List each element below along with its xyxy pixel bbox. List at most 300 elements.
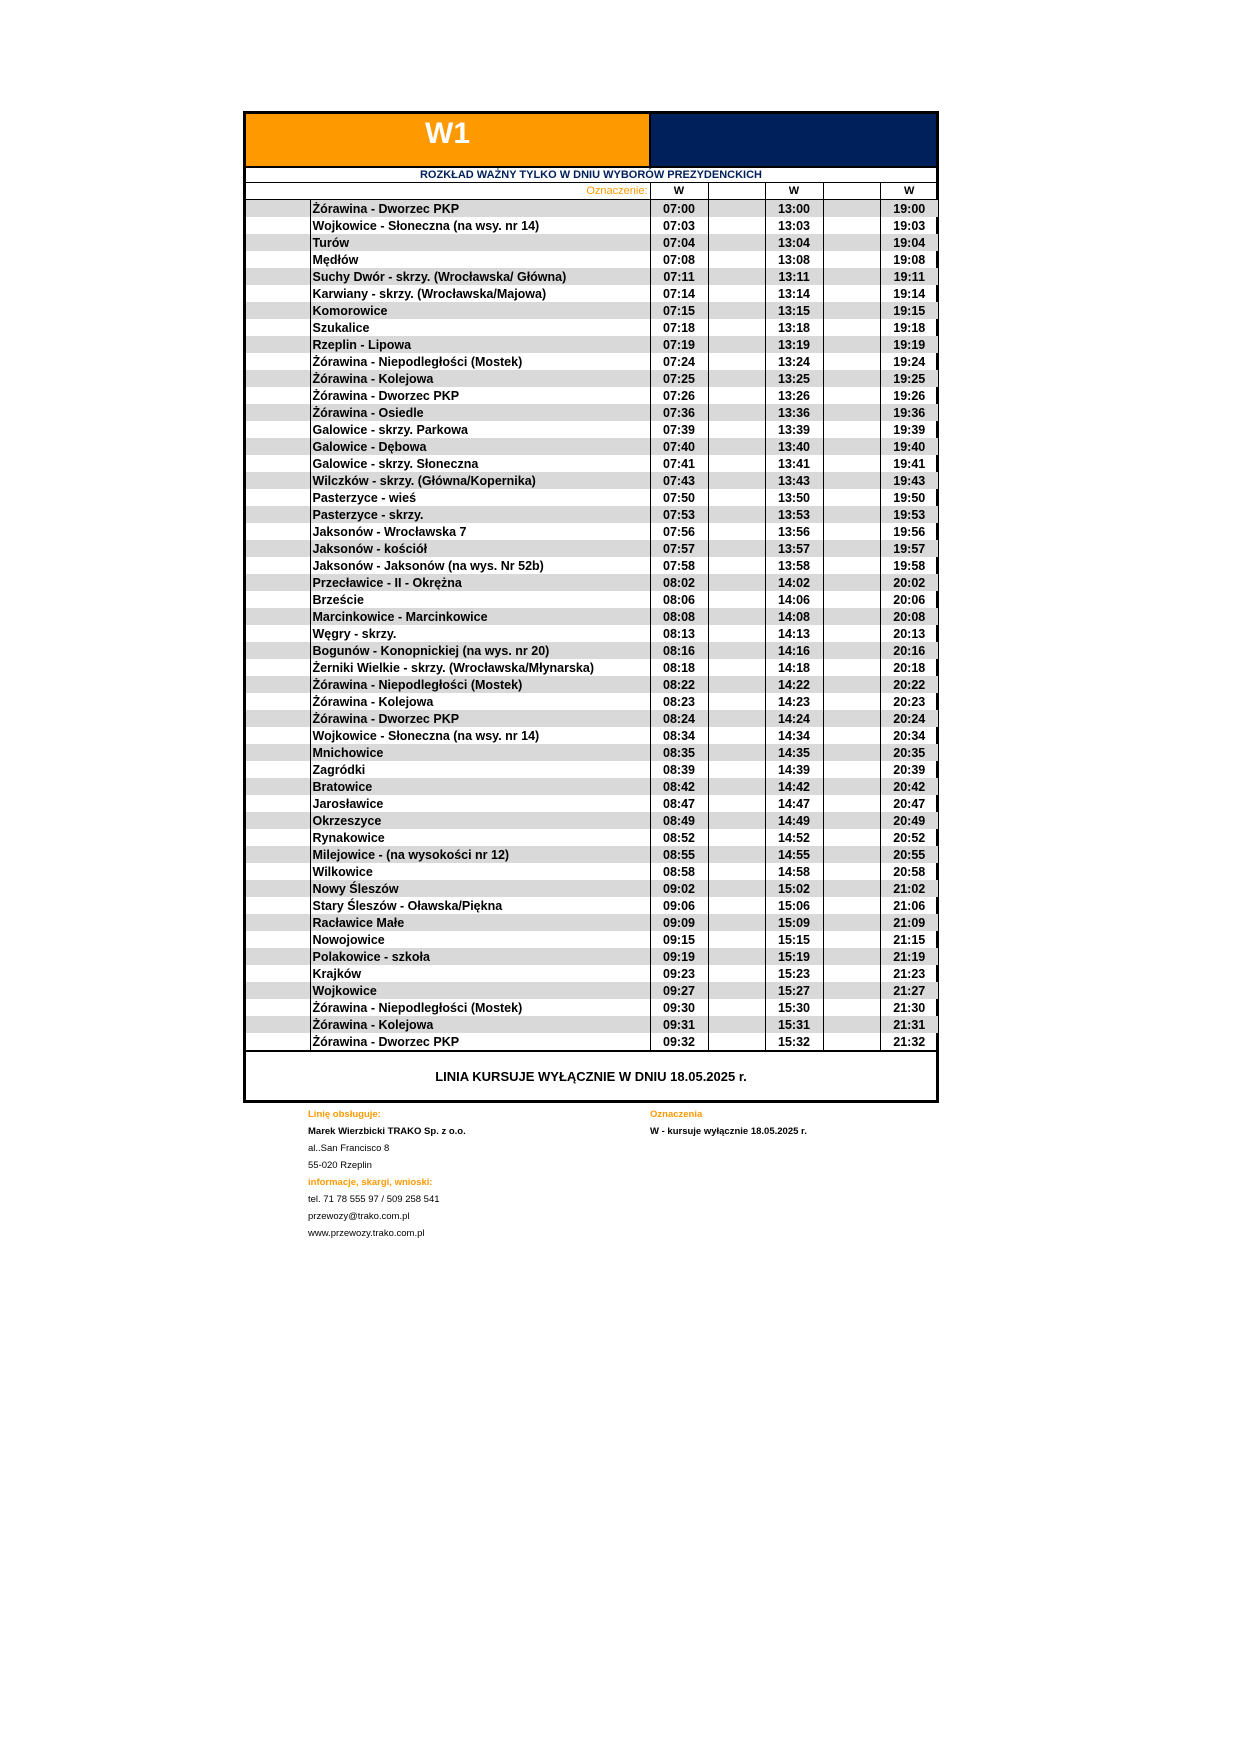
spacer-cell bbox=[708, 795, 765, 812]
row-blank-cell bbox=[246, 1033, 310, 1050]
departure-time: 20:42 bbox=[880, 778, 938, 795]
departure-time: 08:16 bbox=[650, 642, 708, 659]
departure-time: 07:39 bbox=[650, 421, 708, 438]
departure-time: 13:40 bbox=[765, 438, 823, 455]
departure-time: 08:18 bbox=[650, 659, 708, 676]
table-row bbox=[246, 1016, 938, 1033]
departure-time: 14:55 bbox=[765, 846, 823, 863]
spacer-cell bbox=[823, 846, 880, 863]
spacer-cell bbox=[708, 557, 765, 574]
spacer-cell bbox=[823, 710, 880, 727]
spacer-cell bbox=[708, 506, 765, 523]
departure-time: 20:22 bbox=[880, 676, 938, 693]
row-blank-cell bbox=[246, 353, 310, 370]
spacer-cell bbox=[708, 931, 765, 948]
operator-phone: tel. 71 78 555 97 / 509 258 541 bbox=[308, 1194, 440, 1205]
operator-heading: Linię obsługuje: bbox=[308, 1109, 381, 1120]
spacer-cell bbox=[708, 285, 765, 302]
spacer-cell bbox=[823, 540, 880, 557]
departure-time: 19:50 bbox=[880, 489, 938, 506]
spacer-cell bbox=[708, 1016, 765, 1033]
departure-time: 07:58 bbox=[650, 557, 708, 574]
departure-time: 07:00 bbox=[650, 200, 708, 218]
row-blank-cell bbox=[246, 251, 310, 268]
row-blank-cell bbox=[246, 336, 310, 353]
spacer-cell bbox=[708, 353, 765, 370]
row-blank-cell bbox=[246, 285, 310, 302]
table-row bbox=[246, 642, 938, 659]
spacer-cell bbox=[708, 778, 765, 795]
spacer-cell bbox=[823, 812, 880, 829]
table-row bbox=[246, 744, 938, 761]
stop-name: Wojkowice bbox=[310, 982, 650, 999]
departure-time: 15:31 bbox=[765, 1016, 823, 1033]
row-blank-cell bbox=[246, 659, 310, 676]
departure-time: 07:57 bbox=[650, 540, 708, 557]
row-blank-cell bbox=[246, 727, 310, 744]
table-row bbox=[246, 200, 938, 218]
departure-time: 13:15 bbox=[765, 302, 823, 319]
departure-time: 07:50 bbox=[650, 489, 708, 506]
table-row bbox=[246, 676, 938, 693]
stop-name: Rzeplin - Lipowa bbox=[310, 336, 650, 353]
table-row bbox=[246, 251, 938, 268]
spacer-cell bbox=[823, 285, 880, 302]
spacer-cell bbox=[823, 778, 880, 795]
departure-time: 07:14 bbox=[650, 285, 708, 302]
spacer-cell bbox=[823, 863, 880, 880]
table-row bbox=[246, 421, 938, 438]
table-row bbox=[246, 795, 938, 812]
legend-info bbox=[650, 1106, 807, 1140]
spacer-cell bbox=[823, 608, 880, 625]
departure-time: 20:39 bbox=[880, 761, 938, 778]
departure-time: 14:06 bbox=[765, 591, 823, 608]
table-row bbox=[246, 710, 938, 727]
departure-time: 20:06 bbox=[880, 591, 938, 608]
row-blank-cell bbox=[246, 778, 310, 795]
departure-time: 20:08 bbox=[880, 608, 938, 625]
course-mark: W bbox=[650, 183, 708, 200]
legend-heading: Oznaczenia bbox=[650, 1109, 703, 1120]
spacer-cell bbox=[823, 948, 880, 965]
departure-time: 19:11 bbox=[880, 268, 938, 285]
stop-name: Szukalice bbox=[310, 319, 650, 336]
operator-name: Marek Wierzbicki TRAKO Sp. z o.o. bbox=[308, 1126, 466, 1137]
departure-time: 14:42 bbox=[765, 778, 823, 795]
departure-time: 19:14 bbox=[880, 285, 938, 302]
spacer-cell bbox=[823, 914, 880, 931]
departure-time: 14:08 bbox=[765, 608, 823, 625]
spacer-cell bbox=[823, 659, 880, 676]
departure-time: 20:16 bbox=[880, 642, 938, 659]
stop-name: Brzeście bbox=[310, 591, 650, 608]
spacer-cell bbox=[708, 642, 765, 659]
row-blank-cell bbox=[246, 217, 310, 234]
stop-name: Żórawina - Kolejowa bbox=[310, 370, 650, 387]
stop-name: Żórawina - Osiedle bbox=[310, 404, 650, 421]
row-blank-cell bbox=[246, 591, 310, 608]
table-row bbox=[246, 761, 938, 778]
stop-name: Węgry - skrzy. bbox=[310, 625, 650, 642]
spacer-cell bbox=[823, 489, 880, 506]
spacer-cell bbox=[823, 217, 880, 234]
stop-name: Suchy Dwór - skrzy. (Wrocławska/ Główna) bbox=[310, 268, 650, 285]
departure-time: 14:35 bbox=[765, 744, 823, 761]
spacer-cell bbox=[823, 676, 880, 693]
stop-name: Pasterzyce - skrzy. bbox=[310, 506, 650, 523]
row-blank-cell bbox=[246, 846, 310, 863]
spacer-cell bbox=[823, 897, 880, 914]
departure-time: 19:36 bbox=[880, 404, 938, 421]
departure-time: 09:06 bbox=[650, 897, 708, 914]
departure-time: 08:34 bbox=[650, 727, 708, 744]
row-blank-cell bbox=[246, 523, 310, 540]
table-row bbox=[246, 982, 938, 999]
departure-time: 21:06 bbox=[880, 897, 938, 914]
stop-name: Galowice - skrzy. Parkowa bbox=[310, 421, 650, 438]
spacer-cell bbox=[823, 200, 880, 218]
departure-time: 09:02 bbox=[650, 880, 708, 897]
spacer-cell bbox=[823, 404, 880, 421]
stop-name: Żórawina - Kolejowa bbox=[310, 1016, 650, 1033]
departure-time: 08:52 bbox=[650, 829, 708, 846]
stop-name: Marcinkowice - Marcinkowice bbox=[310, 608, 650, 625]
table-row bbox=[246, 489, 938, 506]
departure-time: 13:57 bbox=[765, 540, 823, 557]
spacer-cell bbox=[823, 183, 880, 200]
spacer-cell bbox=[708, 404, 765, 421]
operator-street: al..San Francisco 8 bbox=[308, 1143, 390, 1154]
departure-time: 14:39 bbox=[765, 761, 823, 778]
row-blank-cell bbox=[246, 897, 310, 914]
departure-time: 15:19 bbox=[765, 948, 823, 965]
spacer-cell bbox=[823, 523, 880, 540]
departure-time: 08:06 bbox=[650, 591, 708, 608]
departure-time: 14:34 bbox=[765, 727, 823, 744]
departure-time: 19:04 bbox=[880, 234, 938, 251]
stop-name: Komorowice bbox=[310, 302, 650, 319]
spacer-cell bbox=[823, 1016, 880, 1033]
departure-time: 07:43 bbox=[650, 472, 708, 489]
departure-time: 13:18 bbox=[765, 319, 823, 336]
spacer-cell bbox=[708, 897, 765, 914]
departure-time: 13:41 bbox=[765, 455, 823, 472]
departure-time: 19:56 bbox=[880, 523, 938, 540]
table-row bbox=[246, 880, 938, 897]
stop-name: Karwiany - skrzy. (Wrocławska/Majowa) bbox=[310, 285, 650, 302]
stop-name: Żórawina - Dworzec PKP bbox=[310, 200, 650, 218]
row-blank-cell bbox=[246, 693, 310, 710]
row-blank-cell bbox=[246, 676, 310, 693]
header-dark-panel bbox=[651, 114, 936, 166]
departure-time: 07:11 bbox=[650, 268, 708, 285]
spacer-cell bbox=[823, 625, 880, 642]
spacer-cell bbox=[823, 506, 880, 523]
row-blank-cell bbox=[246, 319, 310, 336]
operator-info bbox=[308, 1106, 466, 1242]
departure-time: 13:04 bbox=[765, 234, 823, 251]
stop-name: Galowice - Dębowa bbox=[310, 438, 650, 455]
departure-time: 13:56 bbox=[765, 523, 823, 540]
service-note: LINIA KURSUJE WYŁĄCZNIE W DNIU 18.05.2025 r. bbox=[246, 1050, 936, 1100]
departure-time: 19:25 bbox=[880, 370, 938, 387]
departure-time: 15:15 bbox=[765, 931, 823, 948]
departure-time: 15:23 bbox=[765, 965, 823, 982]
departure-time: 08:08 bbox=[650, 608, 708, 625]
row-blank-cell bbox=[246, 1016, 310, 1033]
departure-time: 21:19 bbox=[880, 948, 938, 965]
row-blank-cell bbox=[246, 761, 310, 778]
table-row bbox=[246, 557, 938, 574]
departure-time: 13:19 bbox=[765, 336, 823, 353]
spacer-cell bbox=[708, 438, 765, 455]
departure-time: 08:13 bbox=[650, 625, 708, 642]
departure-time: 20:23 bbox=[880, 693, 938, 710]
departure-time: 08:22 bbox=[650, 676, 708, 693]
spacer-cell bbox=[708, 421, 765, 438]
table-row bbox=[246, 846, 938, 863]
spacer-cell bbox=[823, 931, 880, 948]
table-row bbox=[246, 591, 938, 608]
spacer-cell bbox=[823, 1033, 880, 1050]
departure-time: 19:41 bbox=[880, 455, 938, 472]
departure-time: 07:26 bbox=[650, 387, 708, 404]
row-blank-cell bbox=[246, 795, 310, 812]
spacer-cell bbox=[708, 234, 765, 251]
spacer-cell bbox=[708, 455, 765, 472]
departure-time: 19:57 bbox=[880, 540, 938, 557]
departure-time: 08:58 bbox=[650, 863, 708, 880]
line-number-box bbox=[246, 114, 651, 166]
departure-time: 19:58 bbox=[880, 557, 938, 574]
stop-name: Turów bbox=[310, 234, 650, 251]
departure-time: 20:18 bbox=[880, 659, 938, 676]
spacer-cell bbox=[708, 302, 765, 319]
departure-time: 07:03 bbox=[650, 217, 708, 234]
spacer-cell bbox=[823, 829, 880, 846]
spacer-cell bbox=[708, 829, 765, 846]
departure-time: 20:34 bbox=[880, 727, 938, 744]
spacer-cell bbox=[708, 319, 765, 336]
stop-name: Bratowice bbox=[310, 778, 650, 795]
table-row bbox=[246, 540, 938, 557]
departure-time: 07:24 bbox=[650, 353, 708, 370]
row-blank-cell bbox=[246, 710, 310, 727]
stop-name: Żórawina - Niepodległości (Mostek) bbox=[310, 353, 650, 370]
departure-time: 15:30 bbox=[765, 999, 823, 1016]
departure-time: 09:30 bbox=[650, 999, 708, 1016]
departure-time: 19:40 bbox=[880, 438, 938, 455]
departure-time: 20:35 bbox=[880, 744, 938, 761]
departure-time: 14:52 bbox=[765, 829, 823, 846]
spacer-cell bbox=[823, 744, 880, 761]
stop-name: Pasterzyce - wieś bbox=[310, 489, 650, 506]
row-blank-cell bbox=[246, 625, 310, 642]
departure-time: 21:32 bbox=[880, 1033, 938, 1050]
table-row bbox=[246, 931, 938, 948]
departure-time: 20:24 bbox=[880, 710, 938, 727]
departure-time: 13:39 bbox=[765, 421, 823, 438]
spacer-cell bbox=[823, 370, 880, 387]
departure-time: 13:50 bbox=[765, 489, 823, 506]
departure-time: 15:06 bbox=[765, 897, 823, 914]
spacer-cell bbox=[823, 557, 880, 574]
departure-time: 14:23 bbox=[765, 693, 823, 710]
spacer-cell bbox=[823, 761, 880, 778]
row-blank-cell bbox=[246, 506, 310, 523]
departure-time: 20:49 bbox=[880, 812, 938, 829]
row-blank-cell bbox=[246, 931, 310, 948]
departure-time: 07:53 bbox=[650, 506, 708, 523]
spacer-cell bbox=[708, 336, 765, 353]
spacer-cell bbox=[708, 489, 765, 506]
table-row bbox=[246, 217, 938, 234]
spacer-cell bbox=[708, 370, 765, 387]
table-row bbox=[246, 336, 938, 353]
departure-time: 15:09 bbox=[765, 914, 823, 931]
departure-time: 14:18 bbox=[765, 659, 823, 676]
table-row bbox=[246, 625, 938, 642]
stop-name: Nowojowice bbox=[310, 931, 650, 948]
table-row bbox=[246, 353, 938, 370]
row-blank-cell bbox=[246, 540, 310, 557]
course-mark: W bbox=[880, 183, 938, 200]
table-row bbox=[246, 659, 938, 676]
table-row bbox=[246, 438, 938, 455]
departure-time: 14:02 bbox=[765, 574, 823, 591]
stop-name: Wilkowice bbox=[310, 863, 650, 880]
table-row bbox=[246, 234, 938, 251]
departure-time: 20:52 bbox=[880, 829, 938, 846]
spacer-cell bbox=[823, 336, 880, 353]
spacer-cell bbox=[823, 472, 880, 489]
departure-time: 07:04 bbox=[650, 234, 708, 251]
spacer-cell bbox=[823, 693, 880, 710]
departure-time: 09:32 bbox=[650, 1033, 708, 1050]
spacer-cell bbox=[708, 574, 765, 591]
departure-time: 08:47 bbox=[650, 795, 708, 812]
header-row bbox=[246, 183, 938, 200]
spacer-cell bbox=[708, 914, 765, 931]
spacer-cell bbox=[823, 251, 880, 268]
departure-time: 20:13 bbox=[880, 625, 938, 642]
departure-time: 14:24 bbox=[765, 710, 823, 727]
designation-label: Oznaczenie: bbox=[246, 183, 650, 200]
table-row bbox=[246, 863, 938, 880]
departure-time: 19:53 bbox=[880, 506, 938, 523]
row-blank-cell bbox=[246, 982, 310, 999]
spacer-cell bbox=[823, 965, 880, 982]
departure-time: 14:16 bbox=[765, 642, 823, 659]
row-blank-cell bbox=[246, 642, 310, 659]
stop-name: Przecławice - II - Okrężna bbox=[310, 574, 650, 591]
departure-time: 07:56 bbox=[650, 523, 708, 540]
departure-time: 21:30 bbox=[880, 999, 938, 1016]
departure-time: 21:27 bbox=[880, 982, 938, 999]
table-row bbox=[246, 829, 938, 846]
departure-time: 07:41 bbox=[650, 455, 708, 472]
legend-text: W - kursuje wyłącznie 18.05.2025 r. bbox=[650, 1126, 807, 1137]
spacer-cell bbox=[823, 574, 880, 591]
row-blank-cell bbox=[246, 404, 310, 421]
departure-time: 07:18 bbox=[650, 319, 708, 336]
row-blank-cell bbox=[246, 880, 310, 897]
spacer-cell bbox=[823, 727, 880, 744]
stop-name: Wilczków - skrzy. (Główna/Kopernika) bbox=[310, 472, 650, 489]
departure-time: 08:35 bbox=[650, 744, 708, 761]
spacer-cell bbox=[823, 795, 880, 812]
table-row bbox=[246, 999, 938, 1016]
row-blank-cell bbox=[246, 200, 310, 218]
line-number: W1 bbox=[425, 117, 470, 150]
departure-time: 21:23 bbox=[880, 965, 938, 982]
departure-time: 13:58 bbox=[765, 557, 823, 574]
departure-time: 20:47 bbox=[880, 795, 938, 812]
row-blank-cell bbox=[246, 965, 310, 982]
departure-time: 13:24 bbox=[765, 353, 823, 370]
row-blank-cell bbox=[246, 438, 310, 455]
spacer-cell bbox=[823, 353, 880, 370]
departure-time: 20:58 bbox=[880, 863, 938, 880]
row-blank-cell bbox=[246, 489, 310, 506]
departure-time: 15:32 bbox=[765, 1033, 823, 1050]
stop-name: Mnichowice bbox=[310, 744, 650, 761]
spacer-cell bbox=[708, 251, 765, 268]
departure-time: 08:24 bbox=[650, 710, 708, 727]
departure-time: 08:02 bbox=[650, 574, 708, 591]
spacer-cell bbox=[708, 183, 765, 200]
row-blank-cell bbox=[246, 557, 310, 574]
spacer-cell bbox=[823, 438, 880, 455]
row-blank-cell bbox=[246, 472, 310, 489]
contact-heading: informacje, skargi, wnioski: bbox=[308, 1177, 433, 1188]
stop-name: Żerniki Wielkie - skrzy. (Wrocławska/Młynarska) bbox=[310, 659, 650, 676]
row-blank-cell bbox=[246, 863, 310, 880]
stop-name: Mędłów bbox=[310, 251, 650, 268]
table-row bbox=[246, 404, 938, 421]
departure-time: 14:58 bbox=[765, 863, 823, 880]
row-blank-cell bbox=[246, 948, 310, 965]
stop-name: Jaksonów - Jaksonów (na wys. Nr 52b) bbox=[310, 557, 650, 574]
departure-time: 07:15 bbox=[650, 302, 708, 319]
table-row bbox=[246, 302, 938, 319]
table-row bbox=[246, 1033, 938, 1050]
departure-time: 07:19 bbox=[650, 336, 708, 353]
operator-website: www.przewozy.trako.com.pl bbox=[308, 1228, 425, 1239]
spacer-cell bbox=[708, 608, 765, 625]
spacer-cell bbox=[708, 948, 765, 965]
spacer-cell bbox=[823, 234, 880, 251]
departure-time: 14:47 bbox=[765, 795, 823, 812]
spacer-cell bbox=[708, 710, 765, 727]
spacer-cell bbox=[708, 523, 765, 540]
row-blank-cell bbox=[246, 608, 310, 625]
table-row bbox=[246, 914, 938, 931]
spacer-cell bbox=[708, 863, 765, 880]
spacer-cell bbox=[708, 676, 765, 693]
spacer-cell bbox=[708, 965, 765, 982]
row-blank-cell bbox=[246, 999, 310, 1016]
spacer-cell bbox=[708, 744, 765, 761]
table-row bbox=[246, 506, 938, 523]
departure-time: 07:36 bbox=[650, 404, 708, 421]
stop-name: Jaksonów - Wrocławska 7 bbox=[310, 523, 650, 540]
stop-name: Nowy Śleszów bbox=[310, 880, 650, 897]
departure-time: 14:13 bbox=[765, 625, 823, 642]
stop-name: Żórawina - Kolejowa bbox=[310, 693, 650, 710]
table-row bbox=[246, 285, 938, 302]
